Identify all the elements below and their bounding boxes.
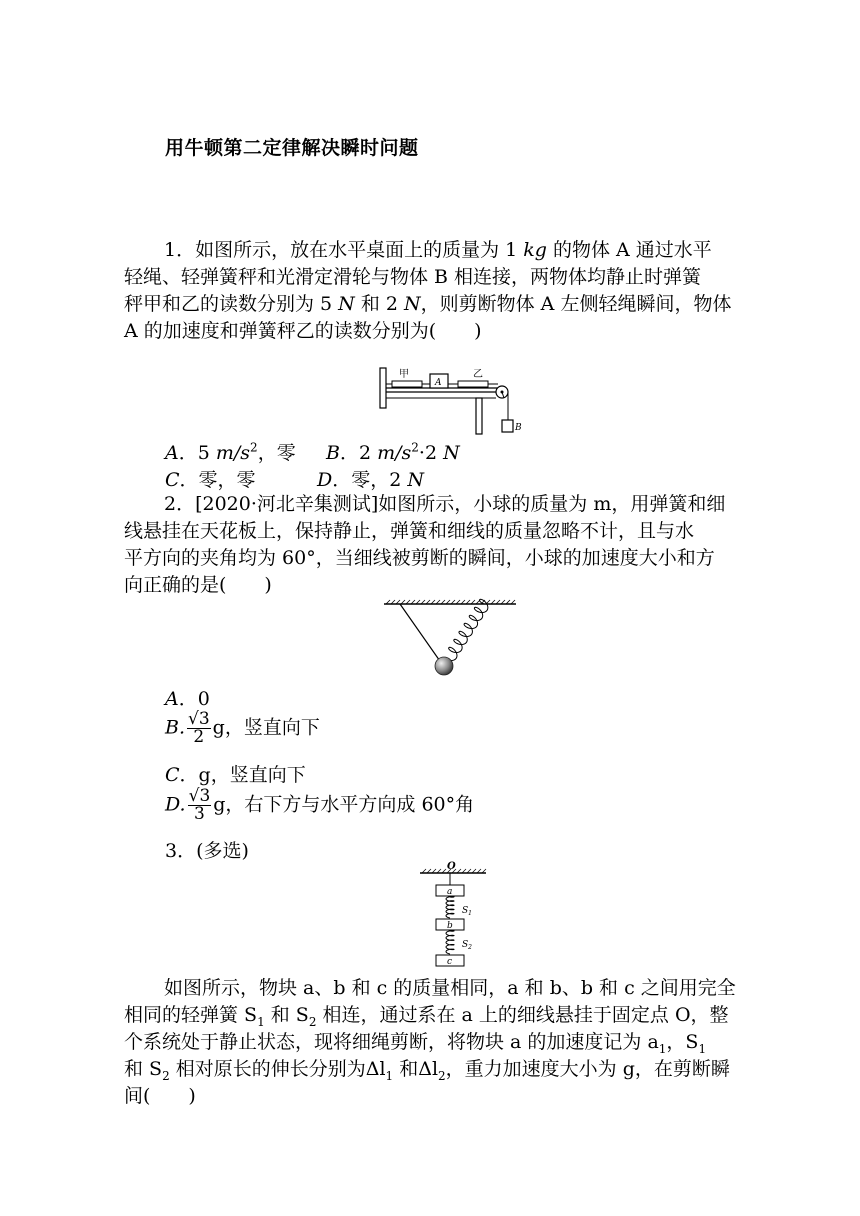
q1-option-b[interactable]: B．2 $m/s^2\cdot 2$ N	[326, 440, 460, 464]
q1-option-c[interactable]: C．零，零	[165, 469, 256, 491]
figure-2-ball-spring	[380, 598, 522, 680]
q2-option-a[interactable]: A．0	[165, 688, 210, 710]
q2-option-c[interactable]: C．g，竖直向下	[165, 764, 306, 786]
figure-3-label-a: a	[447, 887, 453, 897]
question-3-head: 3．(多选)	[165, 840, 249, 862]
figure-1-label-a: A	[435, 378, 442, 388]
figure-3-label-s2: $S_2$	[462, 940, 472, 951]
figure-1-table-pulley	[378, 362, 528, 438]
figure-3-label-o: O	[447, 861, 456, 872]
figure-1-label-b: B	[515, 423, 522, 433]
fraction-sqrt3-over-3: $\frac{√3}{3}$	[188, 786, 211, 824]
question-2-stem: 2．[2020·河北辛集测试]如图所示，小球的质量为 m，用弹簧和细 线悬挂在天花板上，保持静止，弹簧和细线的质量忽略不计，且与水 平方向的夹角均为 60°，当细线被剪断的瞬间，小球的加速度大小和方 向正确的是( )	[124, 493, 726, 596]
figure-3-label-c: c	[447, 957, 453, 967]
q1-option-a[interactable]: A．5 $m/s^2$，零	[165, 440, 296, 464]
fraction-sqrt3-over-2: $\frac{√3}{2}$	[188, 709, 210, 747]
q2-option-b[interactable]: B. $\frac{√3}{2}$ g，竖直向下	[165, 709, 320, 747]
figure-3-label-s1: $S_1$	[462, 906, 472, 917]
q2-option-d[interactable]: D. $\frac{√3}{3}$ g，右下方与水平方向成 60°角	[165, 786, 475, 824]
question-1-stem: 1．如图所示，放在水平桌面上的质量为 1 kg 的物体 A 通过水平 轻绳、轻弹簧秤和光滑定滑轮与物体 B 相连接，两物体均静止时弹簧 秤甲和乙的读数分别为 5 N 和 2 N，则剪断物体 A 左侧轻绳瞬间，物体 A 的加速度和弹簧秤乙的读数分别为( )	[124, 239, 732, 342]
figure-1-label-jia: 甲	[399, 369, 409, 380]
figure-3-blocks-springs	[416, 857, 496, 969]
question-3-stem: 如图所示，物块 a、b 和 c 的质量相同，a 和 b、b 和 c 之间用完全 相同的轻弹簧 $S_1$ 和 $S_2$ 相连，通过系在 a 上的细线悬挂于固定点 O，整 个系统处于静止状态，现将细绳剪断，将物块 a 的加速度记为 $a_1$，$S_1$ 和 $S_2$ 相对原长的伸长分别为$\Delta l_1$ 和$\Delta l_2$，重力加速度大小为 g，在剪断瞬 间( )	[124, 977, 736, 1107]
figure-3-label-b: b	[447, 921, 453, 931]
q1-option-d[interactable]: D．零，2 N	[317, 469, 424, 491]
page-title: 用牛顿第二定律解决瞬时问题	[165, 137, 419, 159]
figure-1-label-yi: 乙	[473, 369, 483, 380]
